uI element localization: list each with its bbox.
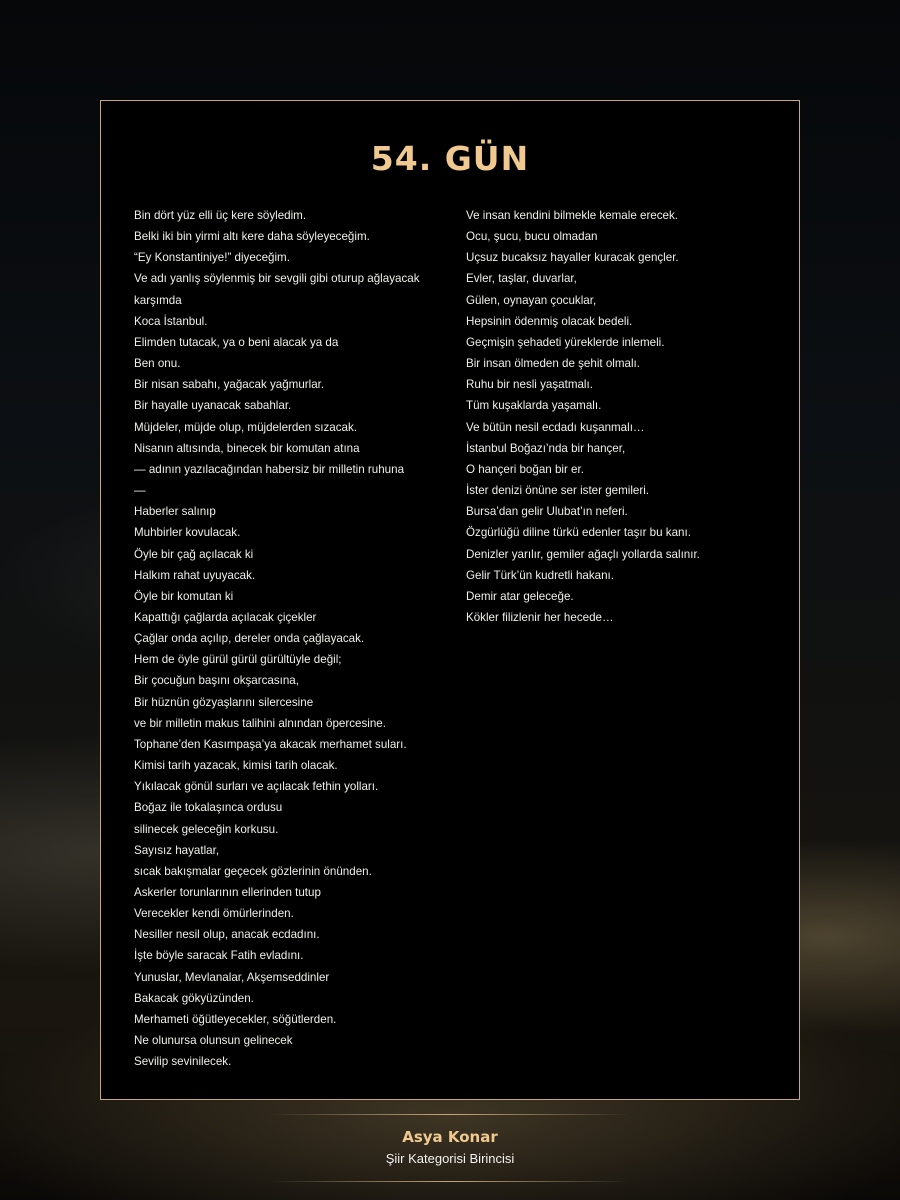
poem-line: Nisanın altısında, binecek bir komutan atına bbox=[134, 441, 360, 455]
poem-line: Bir hayalle uyanacak sabahlar. bbox=[134, 399, 292, 413]
poem-line: Öyle bir komutan ki bbox=[134, 589, 234, 603]
poem-line: Ve adı yanlış söylenmiş bir sevgili gibi oturup ağlayacak bbox=[134, 272, 420, 286]
poem-line: Askerler torunlarının ellerinden tutup bbox=[134, 886, 321, 899]
poem-line: Demir atar geleceğe. bbox=[466, 589, 574, 603]
poem-line: sıcak bakışmalar geçecek gözlerinin önünden. bbox=[134, 864, 372, 878]
poem-line: Kapattığı çağlarda açılacak çiçekler bbox=[134, 610, 317, 624]
poem-title: 54. GÜN bbox=[370, 139, 530, 178]
poem-line: Bursa’dan gelir Ulubat’ın neferi. bbox=[466, 505, 628, 519]
poem-line: Sevilip sevinilecek. bbox=[134, 1055, 232, 1069]
poem-line: silinecek geleceğin korkusu. bbox=[134, 822, 279, 836]
poem-line: Ocu, şucu, bucu olmadan bbox=[466, 230, 598, 244]
poem-line: Çağlar onda açılıp, dereler onda çağlayacak. bbox=[134, 632, 365, 646]
poem-line: Elimden tutacak, ya o beni alacak ya da bbox=[134, 335, 339, 349]
poem-line: Denizler yarılır, gemiler ağaçlı yollarda salınır. bbox=[466, 547, 700, 561]
poem-line: Verecekler kendi ömürlerinden. bbox=[134, 907, 294, 921]
poem-line: Ne olunursa olunsun gelinecek bbox=[134, 1034, 293, 1048]
poem-line: Belki iki bin yirmi altı kere daha söyleyeceğim. bbox=[134, 230, 370, 244]
poem-line: Bin dört yüz elli üç kere söyledim. bbox=[134, 209, 307, 222]
award-caption: Şiir Kategorisi Birincisi bbox=[385, 1151, 515, 1166]
poem-line: Ben onu. bbox=[134, 357, 181, 371]
poem-line: İster denizi önüne ser ister gemileri. bbox=[466, 484, 650, 498]
poem-line: Halkım rahat uyuyacak. bbox=[134, 568, 256, 582]
poem-line: — bbox=[134, 484, 146, 498]
poem-card bbox=[100, 100, 800, 1100]
poem-line: Ve bütün nesil ecdadı kuşanmalı… bbox=[466, 420, 645, 434]
poem-left-column bbox=[134, 205, 444, 1072]
poem-line: — adının yazılacağından habersiz bir milletin ruhuna bbox=[134, 462, 405, 476]
poem-line: Sayısız hayatlar, bbox=[134, 843, 220, 857]
poem-line: Bir insan ölmeden de şehit olmalı. bbox=[466, 357, 640, 371]
poem-line: Bir hüznün gözyaşlarını silercesine bbox=[134, 695, 314, 709]
poem-line: Kökler filizlenir her hecede… bbox=[466, 610, 614, 624]
poem-line: Müjdeler, müjde olup, müjdelerden sızacak. bbox=[134, 420, 357, 434]
top-divider-glow bbox=[270, 1114, 630, 1115]
poem-right-column bbox=[466, 205, 766, 628]
poem-line: ve bir milletin makus talihini alnından öpercesine. bbox=[134, 716, 386, 730]
poem-line: Bir çocuğun başını okşarcasına, bbox=[134, 674, 299, 688]
poem-line: İşte böyle saracak Fatih evladını. bbox=[134, 949, 304, 963]
poem-line: Tüm kuşaklarda yaşamalı. bbox=[466, 399, 602, 413]
poem-line: Ruhu bir nesli yaşatmalı. bbox=[466, 378, 593, 392]
poem-line: Gelir Türk’ün kudretli hakanı. bbox=[466, 568, 614, 582]
poem-line: Geçmişin şehadeti yüreklerde inlemeli. bbox=[466, 335, 665, 349]
poem-line: Bakacak gökyüzünden. bbox=[134, 991, 254, 1005]
poem-line: Öyle bir çağ açılacak ki bbox=[134, 547, 254, 561]
poem-line: Merhameti öğütleyecekler, söğütlerden. bbox=[134, 1012, 337, 1026]
poem-line: Yıkılacak gönül surları ve açılacak fethin yolları. bbox=[134, 780, 379, 794]
poem-line: Özgürlüğü diline türkü edenler taşır bu kanı. bbox=[466, 526, 691, 540]
poem-line: Hepsinin ödenmiş olacak bedeli. bbox=[466, 314, 633, 328]
poem-line: İstanbul Boğazı’nda bir hançer, bbox=[466, 441, 626, 455]
poem-line: Yunuslar, Mevlanalar, Akşemseddinler bbox=[134, 970, 330, 984]
poem-line: Tophane’den Kasımpaşa’ya akacak merhamet suları. bbox=[134, 737, 407, 751]
poem-line: Muhbirler kovulacak. bbox=[134, 526, 241, 540]
poem-line: Nesiller nesil olup, anacak ecdadını. bbox=[134, 928, 320, 942]
poem-line: Uçsuz bucaksız hayaller kuracak gençler. bbox=[466, 251, 679, 265]
author-name: Asya Konar bbox=[402, 1128, 498, 1146]
poem-line: O hançeri boğan bir er. bbox=[466, 462, 584, 476]
poem-line: karşımda bbox=[134, 293, 182, 307]
poem-line: Boğaz ile tokalaşınca ordusu bbox=[134, 801, 283, 815]
poem-line: Bir nisan sabahı, yağacak yağmurlar. bbox=[134, 378, 325, 392]
poem-line: Haberler salınıp bbox=[134, 505, 216, 519]
poem-line: “Ey Konstantiniye!” diyeceğim. bbox=[134, 251, 290, 265]
poem-line: Kimisi tarih yazacak, kimisi tarih olacak. bbox=[134, 759, 338, 773]
poem-line: Hem de öyle gürül gürül gürültüyle değil; bbox=[134, 653, 342, 667]
poem-line: Ve insan kendini bilmekle kemale erecek. bbox=[466, 209, 679, 222]
poem-line: Gülen, oynayan çocuklar, bbox=[466, 293, 597, 307]
poem-line: Koca İstanbul. bbox=[134, 314, 208, 328]
poem-line: Evler, taşlar, duvarlar, bbox=[466, 272, 577, 286]
bottom-divider-glow bbox=[270, 1181, 630, 1182]
